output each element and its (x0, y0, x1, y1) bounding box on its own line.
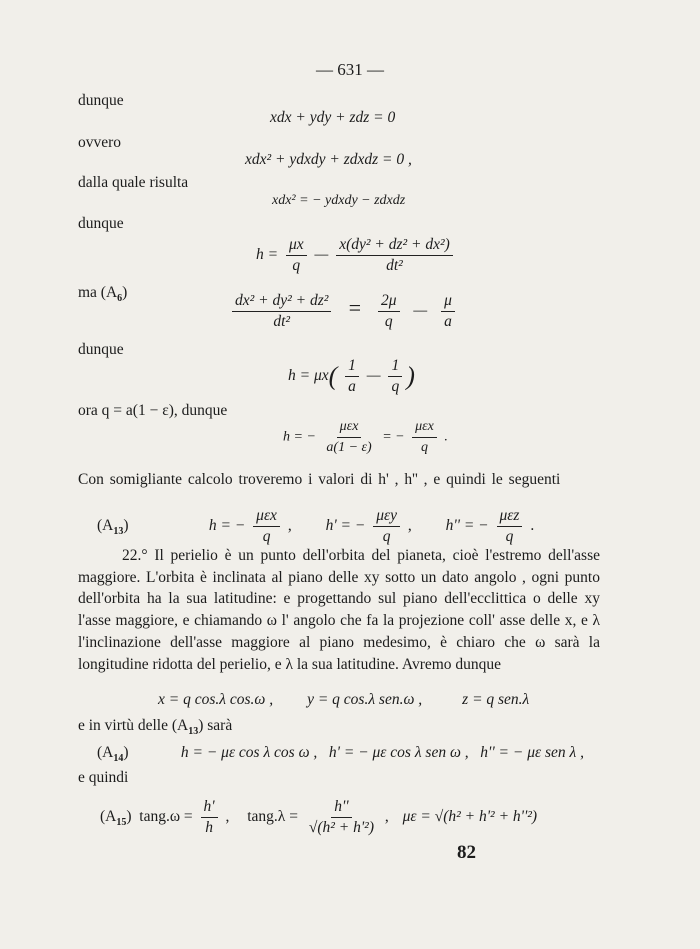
eq4-lhs: h = (256, 246, 279, 264)
paragraph-22: 22.° Il perielio è un punto dell'orbita del pianeta, cioè l'estremo dell'asse maggiore. L'orbita è inclinata al piano delle xy sotto un dato angolo , ogni punto dell'orbita ha la sua latitudine: e progettando sul piano dell'ecclittica o delle xy l'asse maggiore, e chiamando ω l' angolo che fa la projezione coll' asse delle x, e λ l'inclinazione dell'asse maggiore al piano medesimo, è chiaro che ω sarà la longitudine ridotta del perielio, e λ la sua latitudine. Avremo dunque (78, 547, 600, 673)
eq5-frac2: $\frac{2\mu}{q}$ (378, 292, 400, 331)
a15-frac-1: $\frac{h'}{h}$ (201, 798, 218, 837)
equation-a13: $(A_{13}) h$ = − $\frac{\text{μεx}}{q}$ , h' = − $\frac{\text{μεy}}{q}$ , h'' = − $\frac{\text{μεz}}{q}$ . (97, 507, 535, 545)
equation-2: xdx² + ydxdy + zdxdz = 0 , (245, 151, 412, 168)
page-number-footer: 82 (457, 842, 476, 863)
eq6-frac2: $\frac{1}{q}$ (388, 357, 402, 396)
a13-frac-h2: $\frac{\text{μεz}}{q}$ (497, 507, 523, 546)
equation-a15: $(A_{15}) \tan g.\omega$ = $\frac{h'}{h}$ , tang.λ = $\frac{h''}{\text{√(h² + h'²)}}$ , με = √(h² + h'² + h''²) (100, 798, 538, 836)
equation-8: x = q cos.λ cos.ω , y = q cos.λ sen.ω , z = q sen.λ (158, 691, 530, 708)
a13-frac-h: $\frac{\text{μεx}}{q}$ (253, 507, 280, 546)
text-ovvero: ovvero (78, 134, 122, 151)
page-number-header: — 631 — (316, 60, 384, 79)
eq5-frac1: $\frac{\text{dx² + dy² + dz²}}{\text{dt²}}$ (232, 292, 331, 331)
text-e-quindi: e quindi (78, 769, 129, 786)
equation-6: h = μx( $\frac{1}{a}$ — $\frac{1}{q}$ ) (288, 357, 415, 395)
text-in-virtu: e in virtù delle $(A_{13})$ sarà (78, 717, 233, 738)
eq7-frac1: $\frac{\text{μεx}}{a(1 - \varepsilon)}$ (326, 419, 372, 455)
eq6-frac1: $\frac{1}{a}$ (345, 357, 359, 396)
eq7-frac2: $\frac{\text{μεx}}{q}$ (412, 418, 437, 457)
text-dunque-2: dunque (78, 215, 124, 232)
text-dunque-1: dunque (78, 92, 124, 109)
eq4-op: — (314, 246, 329, 264)
a13-frac-h1: $\frac{\text{μεy}}{q}$ (373, 507, 400, 546)
eq4-frac2: $\frac{\text{x(dy² + dz² + dx²)}}{\text{dt²}}$ (336, 236, 453, 275)
eq4-frac1: $\frac{\mu x}{q}$ (286, 236, 307, 275)
equation-1: xdx + ydy + zdz = 0 (270, 109, 396, 126)
equation-a14: $(A_{14}) h$ = − με cos λ cos ω , h' = − με cos λ sen ω , h'' = − με sen λ , (97, 744, 584, 765)
text-ma-a6: ma $(A_6)$ (78, 284, 128, 305)
text-dalla-quale: dalla quale risulta (78, 174, 189, 191)
text-dunque-3: dunque (78, 341, 124, 358)
equation-5: $\frac{\text{dx² + dy² + dz²}}{\text{dt²}}$ = $\frac{2\mu}{q}$ — $\frac{\mu}{a}$ (228, 292, 459, 331)
text-ora: ora q = a(1 − ε), dunque (78, 402, 228, 419)
equation-4 (256, 236, 457, 275)
text-con-somigliante: Con somigliante calcolo troveremo i valori di h' , h'' , e quindi le seguenti (78, 471, 561, 488)
equation-3: xdx² = − ydxdy − zdxdz (272, 193, 406, 208)
eq5-frac3: $\frac{\mu}{a}$ (441, 292, 455, 331)
a15-frac-2: $\frac{h''}{\text{√(h² + h'²)}}$ (308, 798, 374, 836)
equation-7: h = − $\frac{\text{μεx}}{a(1 - \varepsilon)}$ = − $\frac{\text{μεx}}{q}$ . (283, 419, 448, 455)
